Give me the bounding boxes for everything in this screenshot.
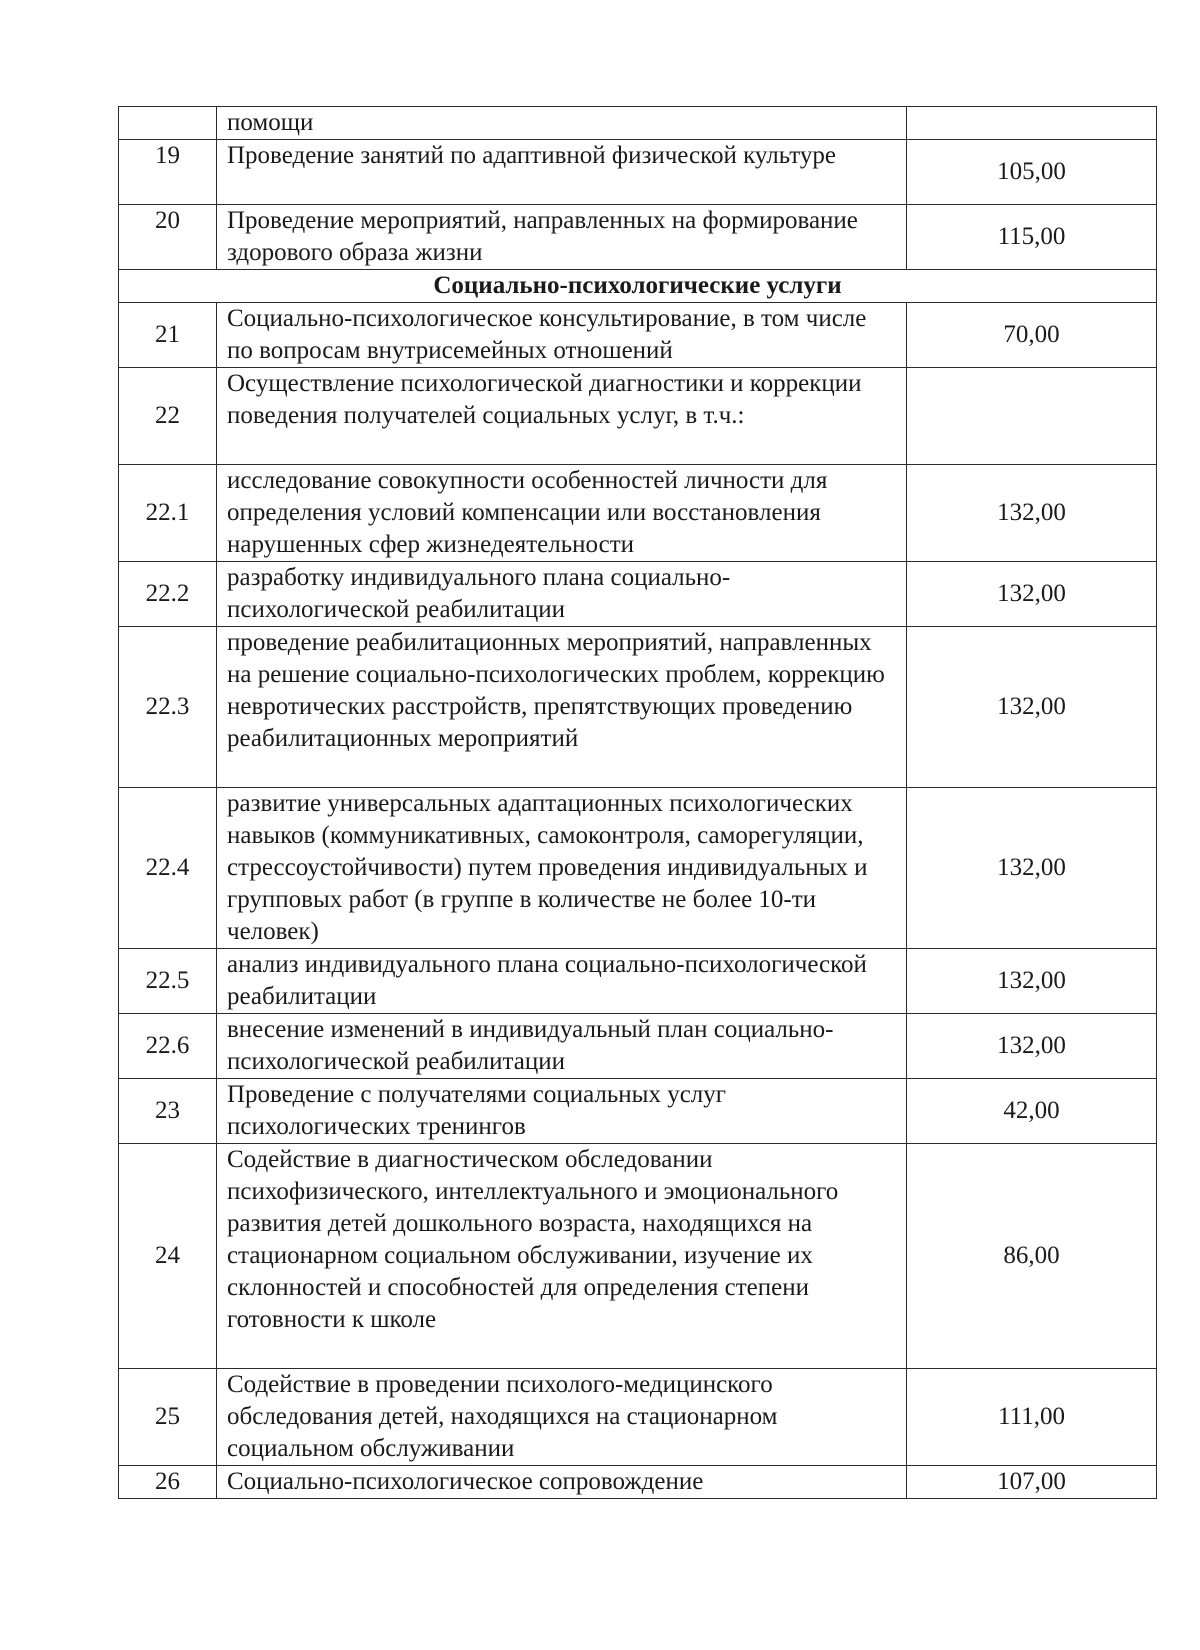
service-description: Социально-психологическое консультирование, в том числе по вопросам внутрисемейных отношений xyxy=(217,303,907,368)
service-description: Содействие в проведении психолого-медицинского обследования детей, находящихся на стационарном социальном обслуживании xyxy=(217,1369,907,1466)
row-number: 23 xyxy=(119,1079,217,1144)
service-price: 132,00 xyxy=(907,627,1157,788)
service-price xyxy=(907,368,1157,465)
table-row xyxy=(119,627,1157,788)
service-description: Проведение с получателями социальных услуг психологических тренингов xyxy=(217,1079,907,1144)
table-row xyxy=(119,303,1157,368)
table-row xyxy=(119,368,1157,465)
service-price xyxy=(907,107,1157,140)
table-row xyxy=(119,465,1157,562)
service-description: исследование совокупности особенностей личности для определения условий компенсации или восстановления нарушенных сфер жизнедеятельности xyxy=(217,465,907,562)
row-number: 22.5 xyxy=(119,949,217,1014)
table-row xyxy=(119,1144,1157,1369)
table-row xyxy=(119,1079,1157,1144)
row-number: 22.1 xyxy=(119,465,217,562)
table-row xyxy=(119,205,1157,270)
service-description: разработку индивидуального плана социально-психологической реабилитации xyxy=(217,562,907,627)
service-description: Проведение мероприятий, направленных на формирование здорового образа жизни xyxy=(217,205,907,270)
service-price: 86,00 xyxy=(907,1144,1157,1369)
service-price: 105,00 xyxy=(907,140,1157,205)
service-price: 132,00 xyxy=(907,949,1157,1014)
service-price: 111,00 xyxy=(907,1369,1157,1466)
service-price: 132,00 xyxy=(907,465,1157,562)
table-row xyxy=(119,107,1157,140)
row-number: 22.6 xyxy=(119,1014,217,1079)
row-number: 20 xyxy=(119,205,217,270)
service-description: развитие универсальных адаптационных психологических навыков (коммуникативных, самоконтроля, саморегуляции, стрессоустойчивости) путем проведения индивидуальных и групповых работ (в группе в количестве не более 10-ти человек) xyxy=(217,788,907,949)
row-number: 26 xyxy=(119,1466,217,1499)
service-price: 132,00 xyxy=(907,788,1157,949)
table-row xyxy=(119,562,1157,627)
table-row xyxy=(119,1369,1157,1466)
service-description: Проведение занятий по адаптивной физической культуре xyxy=(217,140,907,205)
service-price: 132,00 xyxy=(907,1014,1157,1079)
service-description: проведение реабилитационных мероприятий, направленных на решение социально-психологических проблем, коррекцию невротических расстройств, препятствующих проведению реабилитационных мероприятий xyxy=(217,627,907,788)
service-description: Осуществление психологической диагностики и коррекции поведения получателей социальных услуг, в т.ч.: xyxy=(217,368,907,465)
service-description: анализ индивидуального плана социально-психологической реабилитации xyxy=(217,949,907,1014)
row-number: 22.2 xyxy=(119,562,217,627)
service-price: 115,00 xyxy=(907,205,1157,270)
service-description: внесение изменений в индивидуальный план социально-психологической реабилитации xyxy=(217,1014,907,1079)
service-description: помощи xyxy=(217,107,907,140)
row-number: 22 xyxy=(119,368,217,465)
service-price: 42,00 xyxy=(907,1079,1157,1144)
service-price: 107,00 xyxy=(907,1466,1157,1499)
service-price: 70,00 xyxy=(907,303,1157,368)
row-number: 19 xyxy=(119,140,217,205)
service-description: Социально-психологическое сопровождение xyxy=(217,1466,907,1499)
section-header-row xyxy=(119,270,1157,303)
table-row xyxy=(119,788,1157,949)
row-number: 22.3 xyxy=(119,627,217,788)
row-number: 22.4 xyxy=(119,788,217,949)
table-row xyxy=(119,949,1157,1014)
section-title: Социально-психологические услуги xyxy=(119,270,1157,303)
service-price: 132,00 xyxy=(907,562,1157,627)
row-number: 21 xyxy=(119,303,217,368)
row-number xyxy=(119,107,217,140)
row-number: 24 xyxy=(119,1144,217,1369)
row-number: 25 xyxy=(119,1369,217,1466)
table-row xyxy=(119,140,1157,205)
service-description: Содействие в диагностическом обследовании психофизического, интеллектуального и эмоционального развития детей дошкольного возраста, находящихся на стационарном социальном обслуживании, изучение их склонностей и способностей для определения степени готовности к школе xyxy=(217,1144,907,1369)
tariff-table xyxy=(118,106,1157,1499)
table-row xyxy=(119,1014,1157,1079)
table-row xyxy=(119,1466,1157,1499)
